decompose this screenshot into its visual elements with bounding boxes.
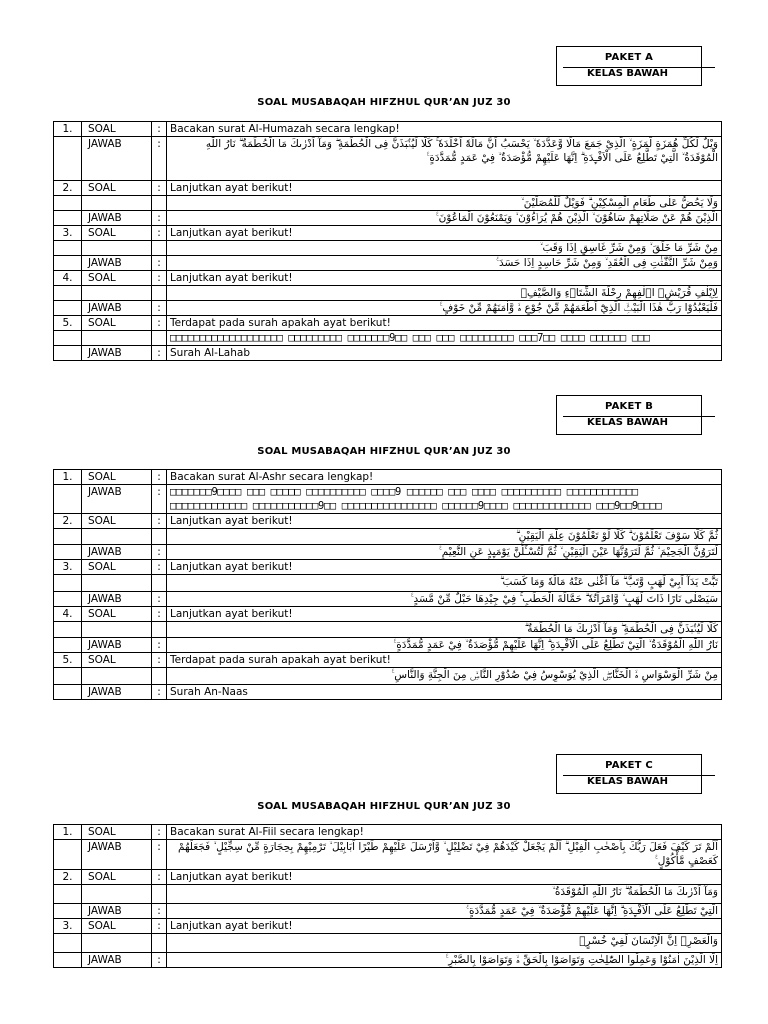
verse-text: □□□□□□□□□□□□□□□□□□□ □□□□□□□□□ □□□□□□□9□□ □□□ □□□ □□□□□□□□□ □□□7□□ □□□□ □□□□□□ □□□	[167, 331, 722, 346]
row-label: JAWAB	[82, 592, 152, 607]
paket-label: PAKET B	[604, 401, 654, 412]
question-number: 5.	[54, 316, 82, 331]
colon-separator: :	[152, 840, 167, 870]
row-label: SOAL	[82, 226, 152, 241]
verse-text: مِنْ شَرِّ مَا خَلَقَ ۙ وَمِنْ شَرِّ غَاسِقٍ اِذَا وَقَبَ ۙ	[167, 241, 722, 256]
question-number	[54, 953, 82, 968]
row-label: SOAL	[82, 653, 152, 668]
colon-separator	[152, 529, 167, 545]
row-label: SOAL	[82, 470, 152, 485]
row-label: JAWAB	[82, 953, 152, 968]
colon-separator: :	[152, 485, 167, 514]
colon-separator	[152, 241, 167, 256]
table-row	[54, 825, 722, 840]
question-number: 4.	[54, 607, 82, 622]
answer-text: الَّذِيْنَ هُمْ عَنْ صَلَاتِهِمْ سَاهُوْنَ ۙ الَّذِيْنَ هُمْ يُرَاۤءُوْنَ ۙ وَيَمْنَعُوْنَ الْمَاعُوْنَ ࣖ	[167, 211, 722, 226]
answer-text: □□□□□□□9□□□□ □□□ □□□□□ □□□□□□□□□□ □□□□9 □□□□□□ □□□ □□□□ □□□□□□□□□□ □□□□□□□□□□□□ □□□□□□□□□□□□□ □□□□□□□□□□□9□□ □□□□□□□□□□□□□□□□ □□□□□□9□□□□ □□□□□□□□□□□□□ □□□9□□9□□□□	[167, 485, 722, 514]
paket-box-b	[556, 395, 702, 435]
table-row	[54, 241, 722, 256]
colon-separator: :	[152, 271, 167, 286]
question-number: 1.	[54, 825, 82, 840]
row-label: SOAL	[82, 271, 152, 286]
verse-text: كَلَّا لَيُنْۢبَذَنَّ فِى الْحُطَمَةِ ۖ وَمَآ اَدْرٰىكَ مَا الْحُطَمَةُ ۗ	[167, 622, 722, 638]
table-row	[54, 256, 722, 271]
question-number	[54, 346, 82, 361]
colon-separator: :	[152, 122, 167, 137]
question-number	[54, 137, 82, 181]
answer-text: لَتَرَوُنَّ الْجَحِيْمَ ۙ ثُمَّ لَتَرَوُنَّهَا عَيْنَ الْيَقِيْنِ ۙ ثُمَّ لَتُسْـَٔلُنَّ يَوْمَىِٕذٍ عَنِ النَّعِيْمِ ࣖ	[167, 545, 722, 560]
question-number	[54, 934, 82, 953]
question-number	[54, 904, 82, 919]
table-row	[54, 904, 722, 919]
question-text: Lanjutkan ayat berikut!	[167, 181, 722, 196]
answer-text: وَيْلٌ لِّكُلِّ هُمَزَةٍ لُّمَزَةٍ ۙ الَّذِيْ جَمَعَ مَالًا وَّعَدَّدَهٗ ۙ يَحْسَبُ اَنَّ مَالَهٗٓ اَخْلَدَهٗ ۚ كَلَّا لَيُنْۢبَذَنَّ فِى الْحُطَمَةِ ۖ وَمَآ اَدْرٰىكَ مَا الْحُطَمَةُ ۗ نَارُ اللّٰهِ الْمُوْقَدَةُ ۙ الَّتِيْ تَطَّلِعُ عَلَى الْاَفْـِٕدَةِ ۗ اِنَّهَا عَلَيْهِمْ مُّؤْصَدَةٌ ۙ فِيْ عَمَدٍ مُّمَدَّدَةٍ ࣖ	[167, 137, 722, 181]
question-text: Lanjutkan ayat berikut!	[167, 226, 722, 241]
question-number	[54, 529, 82, 545]
table-row	[54, 181, 722, 196]
question-text: Bacakan surat Al-Ashr secara lengkap!	[167, 470, 722, 485]
colon-separator: :	[152, 953, 167, 968]
question-number	[54, 331, 82, 346]
kelas-label: KELAS BAWAH	[587, 417, 668, 428]
colon-separator: :	[152, 346, 167, 361]
colon-separator: :	[152, 685, 167, 700]
question-text: Lanjutkan ayat berikut!	[167, 607, 722, 622]
row-label: SOAL	[82, 514, 152, 529]
question-number: 2.	[54, 514, 82, 529]
table-row	[54, 560, 722, 575]
colon-separator: :	[152, 226, 167, 241]
question-number	[54, 485, 82, 514]
row-label: JAWAB	[82, 638, 152, 653]
colon-separator	[152, 286, 167, 301]
table-row	[54, 226, 722, 241]
table-row	[54, 668, 722, 685]
question-number	[54, 211, 82, 226]
verse-text: وَلَا يَحُضُّ عَلٰى طَعَامِ الْمِسْكِيْنِ ۗ فَوَيْلٌ لِّلْمُصَلِّيْنَ ۙ	[167, 196, 722, 211]
row-label	[82, 241, 152, 256]
paket-label: PAKET A	[604, 52, 654, 63]
colon-separator: :	[152, 545, 167, 560]
table-row	[54, 514, 722, 529]
table-row	[54, 122, 722, 137]
question-text: Bacakan surat Al-Humazah secara lengkap!	[167, 122, 722, 137]
question-number: 3.	[54, 226, 82, 241]
table-row	[54, 685, 722, 700]
row-label	[82, 529, 152, 545]
verse-text: لِاِيْلٰفِ قُرَيْشٍۙ اٖلٰفِهِمْ رِحْلَةَ الشِّتَاۤءِ وَالصَّيْفِۚ	[167, 286, 722, 301]
row-label: JAWAB	[82, 346, 152, 361]
question-number	[54, 286, 82, 301]
row-label: JAWAB	[82, 485, 152, 514]
row-label: SOAL	[82, 122, 152, 137]
question-number: 1.	[54, 122, 82, 137]
row-label	[82, 331, 152, 346]
row-label: SOAL	[82, 919, 152, 934]
table-row	[54, 485, 722, 514]
row-label: SOAL	[82, 870, 152, 885]
section-title-a: SOAL MUSABAQAH HIFZHUL QUR’AN JUZ 30	[257, 97, 511, 108]
answer-text: نَارُ اللّٰهِ الْمُوْقَدَةُ ۙ الَّتِيْ تَطَّلِعُ عَلَى الْاَفْـِٕدَةِ ۗ اِنَّهَا عَلَيْهِمْ مُّؤْصَدَةٌ ۙ فِيْ عَمَدٍ مُّمَدَّدَةٍ ࣖ	[167, 638, 722, 653]
question-number	[54, 256, 82, 271]
question-number	[54, 622, 82, 638]
colon-separator: :	[152, 137, 167, 181]
colon-separator	[152, 331, 167, 346]
row-label: JAWAB	[82, 840, 152, 870]
row-label: JAWAB	[82, 137, 152, 181]
answer-text: وَمِنْ شَرِّ النَّفّٰثٰتِ فِى الْعُقَدِ ۙ وَمِنْ شَرِّ حَاسِدٍ اِذَا حَسَدَ ࣖ	[167, 256, 722, 271]
question-text: Lanjutkan ayat berikut!	[167, 514, 722, 529]
table-row	[54, 870, 722, 885]
colon-separator	[152, 622, 167, 638]
row-label: SOAL	[82, 607, 152, 622]
question-number: 2.	[54, 181, 82, 196]
table-row	[54, 953, 722, 968]
question-number	[54, 592, 82, 607]
question-number	[54, 301, 82, 316]
table-row	[54, 840, 722, 870]
table-row	[54, 934, 722, 953]
colon-separator: :	[152, 256, 167, 271]
table-row	[54, 470, 722, 485]
question-number: 2.	[54, 870, 82, 885]
answer-text: الَّتِيْ تَطَّلِعُ عَلَى الْاَفْـِٕدَةِ ۗ اِنَّهَا عَلَيْهِمْ مُّؤْصَدَةٌ ۙ فِيْ عَمَدٍ مُّمَدَّدَةٍ ࣖ	[167, 904, 722, 919]
colon-separator: :	[152, 607, 167, 622]
table-row	[54, 211, 722, 226]
section-title-c: SOAL MUSABAQAH HIFZHUL QUR’AN JUZ 30	[257, 801, 511, 812]
colon-separator: :	[152, 514, 167, 529]
question-number	[54, 668, 82, 685]
row-label	[82, 196, 152, 211]
row-label: JAWAB	[82, 256, 152, 271]
colon-separator: :	[152, 904, 167, 919]
question-number	[54, 545, 82, 560]
paket-label: PAKET C	[605, 760, 653, 771]
table-row	[54, 301, 722, 316]
row-label: JAWAB	[82, 904, 152, 919]
colon-separator: :	[152, 653, 167, 668]
question-number	[54, 840, 82, 870]
colon-separator: :	[152, 919, 167, 934]
row-label	[82, 286, 152, 301]
colon-separator: :	[152, 870, 167, 885]
question-text: Bacakan surat Al-Fiil secara lengkap!	[167, 825, 722, 840]
question-text: Lanjutkan ayat berikut!	[167, 919, 722, 934]
question-number: 3.	[54, 560, 82, 575]
table-row	[54, 919, 722, 934]
colon-separator: :	[152, 638, 167, 653]
question-number	[54, 241, 82, 256]
table-row	[54, 638, 722, 653]
verse-text: مِنْ شَرِّ الْوَسْوَاسِ ەۙ الْخَنَّاسِۖ الَّذِيْ يُوَسْوِسُ فِيْ صُدُوْرِ النَّاسِۙ مِنَ الْجِنَّةِ وَالنَّاسِ ࣖ	[167, 668, 722, 685]
colon-separator	[152, 885, 167, 904]
verse-text: وَمَآ اَدْرٰىكَ مَا الْحُطَمَةُ ۗ نَارُ اللّٰهِ الْمُوْقَدَةُ ۙ	[167, 885, 722, 904]
table-row	[54, 331, 722, 346]
kelas-label: KELAS BAWAH	[587, 68, 668, 79]
table-row	[54, 346, 722, 361]
table-row	[54, 271, 722, 286]
paket-box-a	[556, 46, 702, 86]
table-row	[54, 137, 722, 181]
section-title-b: SOAL MUSABAQAH HIFZHUL QUR’AN JUZ 30	[257, 446, 511, 457]
answer-text: اَلَمْ تَرَ كَيْفَ فَعَلَ رَبُّكَ بِاَصْحٰبِ الْفِيْلِ ۗ اَلَمْ يَجْعَلْ كَيْدَهُمْ فِيْ تَضْلِيْلٍ ۙ وَّاَرْسَلَ عَلَيْهِمْ طَيْرًا اَبَابِيْلَ ۙ تَرْمِيْهِمْ بِحِجَارَةٍ مِّنْ سِجِّيْلٍ ۙ فَجَعَلَهُمْ كَعَصْفٍ مَّأْكُوْلٍ ࣖ	[167, 840, 722, 870]
question-number: 3.	[54, 919, 82, 934]
colon-separator: :	[152, 592, 167, 607]
question-text: Terdapat pada surah apakah ayat berikut!	[167, 653, 722, 668]
question-text: Lanjutkan ayat berikut!	[167, 870, 722, 885]
row-label: JAWAB	[82, 685, 152, 700]
colon-separator	[152, 934, 167, 953]
row-label	[82, 575, 152, 592]
question-number	[54, 685, 82, 700]
question-number	[54, 638, 82, 653]
row-label: SOAL	[82, 316, 152, 331]
table-row	[54, 575, 722, 592]
table-row	[54, 286, 722, 301]
table-row	[54, 592, 722, 607]
question-table-b	[53, 469, 722, 700]
colon-separator: :	[152, 316, 167, 331]
colon-separator	[152, 668, 167, 685]
question-number: 5.	[54, 653, 82, 668]
table-row	[54, 653, 722, 668]
answer-text: اِلَّا الَّذِيْنَ اٰمَنُوْا وَعَمِلُوا الصّٰلِحٰتِ وَتَوَاصَوْا بِالْحَقِّ ەۙ وَتَوَاصَوْا بِالصَّبْرِ ࣖ	[167, 953, 722, 968]
question-text: Terdapat pada surah apakah ayat berikut!	[167, 316, 722, 331]
row-label	[82, 934, 152, 953]
row-label: JAWAB	[82, 211, 152, 226]
colon-separator	[152, 575, 167, 592]
question-number	[54, 196, 82, 211]
colon-separator: :	[152, 560, 167, 575]
verse-text: تَبَّتْ يَدَآ اَبِيْ لَهَبٍ وَّتَبَّ ۗ مَآ اَغْنٰى عَنْهُ مَالُهٗ وَمَا كَسَبَ ۗ	[167, 575, 722, 592]
table-row	[54, 622, 722, 638]
table-row	[54, 607, 722, 622]
row-label	[82, 622, 152, 638]
table-row	[54, 529, 722, 545]
row-label: JAWAB	[82, 301, 152, 316]
colon-separator: :	[152, 211, 167, 226]
table-row	[54, 885, 722, 904]
row-label	[82, 668, 152, 685]
answer-text: Surah Al-Lahab	[167, 346, 722, 361]
row-label: SOAL	[82, 181, 152, 196]
table-row	[54, 196, 722, 211]
row-label: SOAL	[82, 825, 152, 840]
row-label: JAWAB	[82, 545, 152, 560]
paket-box-c	[556, 754, 702, 794]
question-number	[54, 885, 82, 904]
colon-separator	[152, 196, 167, 211]
row-label	[82, 885, 152, 904]
question-number: 4.	[54, 271, 82, 286]
question-number	[54, 575, 82, 592]
table-row	[54, 545, 722, 560]
answer-text: Surah An-Naas	[167, 685, 722, 700]
question-table-a	[53, 121, 722, 361]
colon-separator: :	[152, 470, 167, 485]
question-table-c	[53, 824, 722, 968]
answer-text: سَيَصْلٰى نَارًا ذَاتَ لَهَبٍ ۙ وَّامْرَاَتُهٗ ۗ حَمَّالَةَ الْحَطَبِ ۚ فِيْ جِيْدِهَا حَبْلٌ مِّنْ مَّسَدٍ ࣖ	[167, 592, 722, 607]
question-text: Lanjutkan ayat berikut!	[167, 560, 722, 575]
kelas-label: KELAS BAWAH	[587, 776, 668, 787]
question-text: Lanjutkan ayat berikut!	[167, 271, 722, 286]
verse-text: ثُمَّ كَلَّا سَوْفَ تَعْلَمُوْنَ ۗ كَلَّا لَوْ تَعْلَمُوْنَ عِلْمَ الْيَقِيْنِ ۗ	[167, 529, 722, 545]
colon-separator: :	[152, 301, 167, 316]
question-number: 1.	[54, 470, 82, 485]
verse-text: وَالْعَصْرِۙ اِنَّ الْاِنْسَانَ لَفِيْ خُسْرٍۙ	[167, 934, 722, 953]
colon-separator: :	[152, 181, 167, 196]
row-label: SOAL	[82, 560, 152, 575]
answer-text: فَلْيَعْبُدُوْا رَبَّ هٰذَا الْبَيْتِۙ الَّذِيْٓ اَطْعَمَهُمْ مِّنْ جُوْعٍ ەۙ وَّاٰمَنَهُمْ مِّنْ خَوْفٍ ࣖ	[167, 301, 722, 316]
colon-separator: :	[152, 825, 167, 840]
table-row	[54, 316, 722, 331]
